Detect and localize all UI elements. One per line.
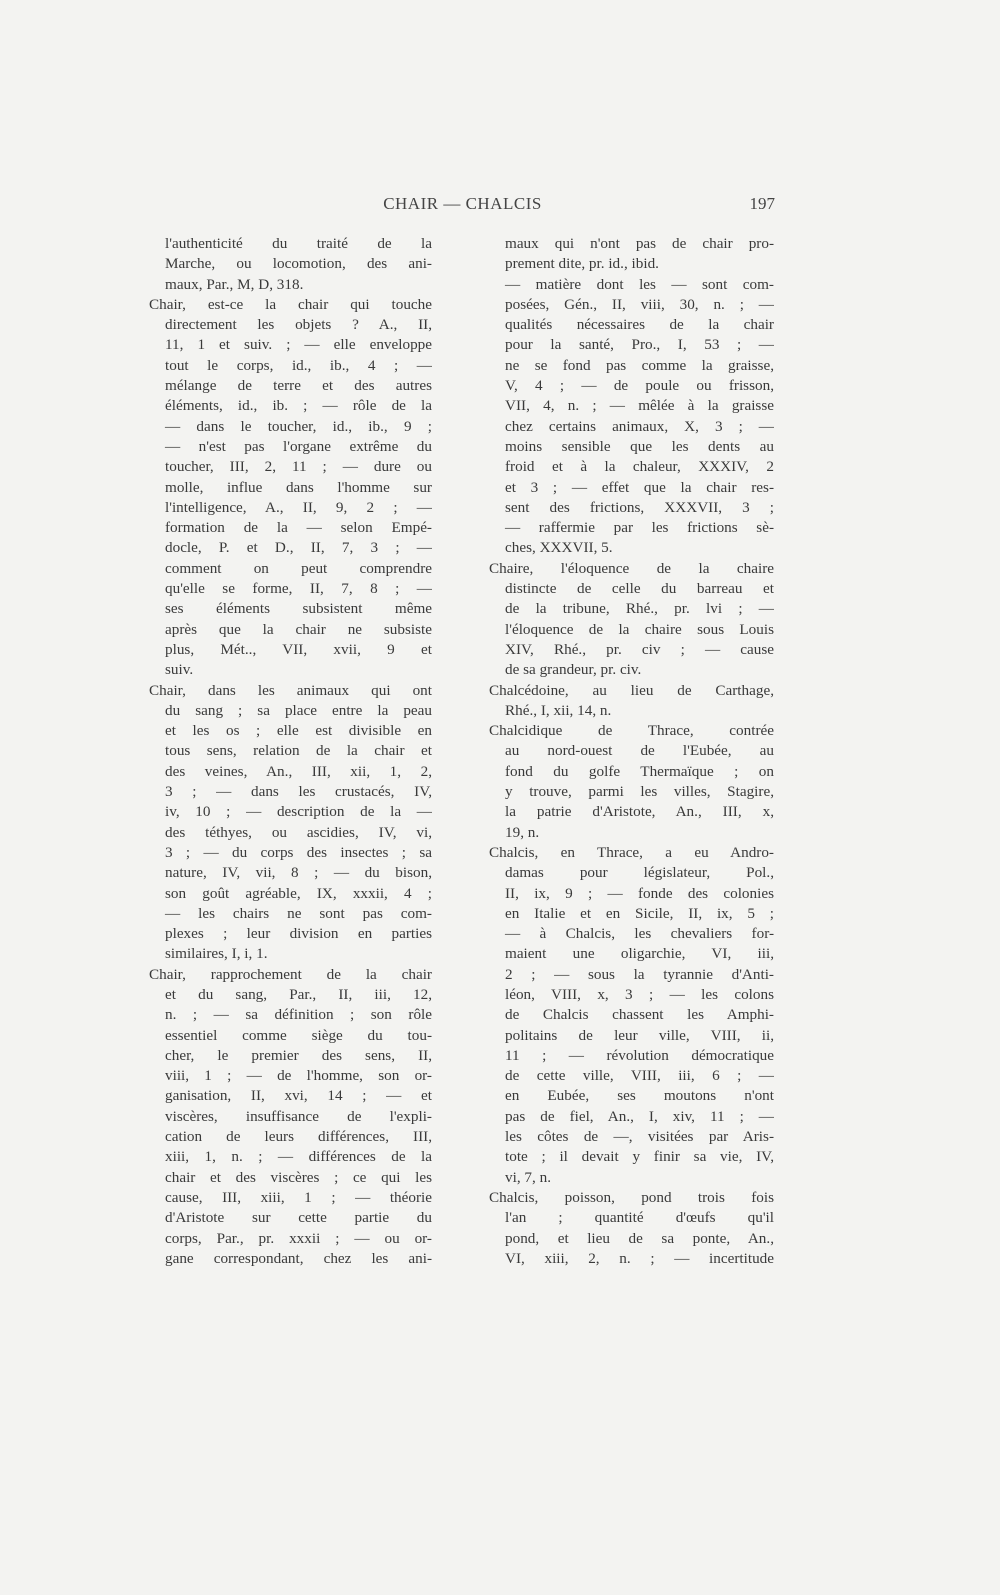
text-line: les côtes de —, visitées par Aris- xyxy=(505,1128,774,1146)
text-line: l'intelligence, A., II, 9, 2 ; — xyxy=(165,498,432,516)
text-line: xiii, 1, n. ; — différences de la xyxy=(165,1148,432,1166)
left-column xyxy=(149,234,432,1269)
text-line: tout le corps, id., ib., 4 ; — xyxy=(165,356,432,374)
text-line: Chair, rapprochement de la chair xyxy=(149,965,432,983)
text-line: V, 4 ; — de poule ou frisson, xyxy=(505,377,774,395)
text-line: en Eubée, ses moutons n'ont xyxy=(505,1087,774,1105)
text-line: et 3 ; — effet que la chair res- xyxy=(505,478,774,496)
text-line: Chalcidique de Thrace, contrée xyxy=(489,722,774,740)
text-line: fond du golfe Thermaïque ; on xyxy=(505,762,774,780)
text-line: — n'est pas l'organe extrême du xyxy=(165,437,432,455)
text-line: cation de leurs différences, III, xyxy=(165,1128,432,1146)
text-line: léon, VIII, x, 3 ; — les colons xyxy=(505,985,774,1003)
text-line: comment on peut comprendre xyxy=(165,559,432,577)
text-line: chair et des viscères ; ce qui les xyxy=(165,1168,432,1186)
text-line: maux qui n'ont pas de chair pro- xyxy=(505,235,774,252)
text-line: pond, et lieu de sa ponte, An., xyxy=(505,1229,774,1247)
text-line: docle, P. et D., II, 7, 3 ; — xyxy=(165,539,432,557)
text-line: y trouve, parmi les villes, Stagire, xyxy=(505,783,774,801)
text-line: des veines, An., III, xii, 1, 2, xyxy=(165,762,432,780)
text-line: posées, Gén., II, viii, 30, n. ; — xyxy=(505,295,774,313)
text-line: mélange de terre et des autres xyxy=(165,377,432,395)
text-line: Chalcis, en Thrace, a eu Andro- xyxy=(489,843,774,861)
text-line: Rhé., I, xii, 14, n. xyxy=(505,701,612,719)
text-line: d'Aristote sur cette partie du xyxy=(165,1209,432,1227)
text-line: ne se fond pas comme la graisse, xyxy=(505,356,774,374)
text-line: pour la santé, Pro., I, 53 ; — xyxy=(505,336,774,354)
text-line: — les chairs ne sont pas com- xyxy=(165,904,432,922)
text-line: directement les objets ? A., II, xyxy=(165,316,432,334)
text-line: de sa grandeur, pr. civ. xyxy=(505,661,642,679)
text-line: cause, III, xiii, 1 ; — théorie xyxy=(165,1188,432,1206)
text-line: — matière dont les — sont com- xyxy=(505,275,774,293)
text-line: Chalcédoine, au lieu de Carthage, xyxy=(489,681,774,699)
text-line: qu'elle se forme, II, 7, 8 ; — xyxy=(165,580,432,598)
text-line: Marche, ou locomotion, des ani- xyxy=(165,255,432,273)
text-line: et les os ; elle est divisible en xyxy=(165,722,432,740)
page-header xyxy=(150,190,775,220)
text-line: toucher, III, 2, 11 ; — dure ou xyxy=(165,458,432,476)
text-line: similaires, I, i, 1. xyxy=(165,945,268,963)
text-line: ganisation, II, xvi, 14 ; — et xyxy=(165,1087,432,1105)
text-line: prement dite, pr. id., ibid. xyxy=(505,255,659,273)
text-line: 11, 1 et suiv. ; — elle enveloppe xyxy=(165,336,432,354)
text-line: son goût agréable, IX, xxxii, 4 ; xyxy=(165,884,432,902)
text-line: froid et à la chaleur, XXXIV, 2 xyxy=(505,458,774,476)
text-line: vi, 7, n. xyxy=(505,1168,551,1186)
text-line: politains de leur ville, VIII, ii, xyxy=(505,1026,774,1044)
text-line: — raffermie par les frictions sè- xyxy=(505,519,774,537)
text-line: nature, IV, vii, 8 ; — du bison, xyxy=(165,864,432,882)
text-line: l'authenticité du traité de la xyxy=(165,235,432,252)
text-line: ches, XXXVII, 5. xyxy=(505,539,613,557)
text-line: sent des frictions, XXXVII, 3 ; xyxy=(505,498,774,516)
text-line: Chalcis, poisson, pond trois fois xyxy=(489,1188,774,1206)
text-line: — à Chalcis, les chevaliers for- xyxy=(505,925,774,943)
text-line: de la tribune, Rhé., pr. lvi ; — xyxy=(505,600,774,618)
text-line: l'éloquence de la chaire sous Louis xyxy=(505,620,774,638)
text-line: ses éléments subsistent même xyxy=(165,600,432,618)
text-line: l'an ; quantité d'œufs qu'il xyxy=(505,1209,774,1227)
text-line: la patrie d'Aristote, An., III, x, xyxy=(505,803,774,821)
text-line: distincte de celle du barreau et xyxy=(505,580,774,598)
text-line: 11 ; — révolution démocratique xyxy=(505,1046,774,1064)
text-line: chez certains animaux, X, 3 ; — xyxy=(505,417,774,435)
text-line: viii, 1 ; — de l'homme, son or- xyxy=(165,1067,432,1085)
running-title: CHAIR — CHALCIS xyxy=(383,194,542,213)
right-column xyxy=(489,234,774,1269)
text-line: formation de la — selon Empé- xyxy=(165,519,432,537)
text-line: tote ; il devait y finir sa vie, IV, xyxy=(505,1148,774,1166)
text-line: damas pour législateur, Pol., xyxy=(505,864,774,882)
text-line: 19, n. xyxy=(505,823,540,841)
text-line: maient une oligarchie, VI, iii, xyxy=(505,945,774,963)
text-line: Chair, est-ce la chair qui touche xyxy=(149,295,432,313)
text-line: suiv. xyxy=(165,661,194,679)
text-line: 3 ; — du corps des insectes ; sa xyxy=(165,843,432,861)
text-line: molle, influe dans l'homme sur xyxy=(165,478,432,496)
text-line: maux, Par., M, D, 318. xyxy=(165,275,304,293)
text-line: essentiel comme siège du tou- xyxy=(165,1026,432,1044)
text-line: corps, Par., pr. xxxii ; — ou or- xyxy=(165,1229,432,1247)
text-line: Chaire, l'éloquence de la chaire xyxy=(489,559,774,577)
text-line: 2 ; — sous la tyrannie d'Anti- xyxy=(505,965,774,983)
text-line: iv, 10 ; — description de la — xyxy=(165,803,432,821)
text-line: après que la chair ne subsiste xyxy=(165,620,432,638)
page-number: 197 xyxy=(749,194,775,213)
text-line: éléments, id., ib. ; — rôle de la xyxy=(165,397,432,415)
text-line: au nord-ouest de l'Eubée, au xyxy=(505,742,774,760)
text-line: — dans le toucher, id., ib., 9 ; xyxy=(165,417,432,435)
text-line: gane correspondant, chez les ani- xyxy=(165,1249,432,1267)
text-line: tous sens, relation de la chair et xyxy=(165,742,432,760)
text-line: du sang ; sa place entre la peau xyxy=(165,701,432,719)
text-line: en Italie et en Sicile, II, ix, 5 ; xyxy=(505,904,774,922)
text-line: XIV, Rhé., pr. civ ; — cause xyxy=(505,640,774,658)
text-line: viscères, insuffisance de l'expli- xyxy=(165,1107,432,1125)
text-line: pas de fiel, An., I, xiv, 11 ; — xyxy=(505,1107,774,1125)
text-line: de cette ville, VIII, iii, 6 ; — xyxy=(505,1067,774,1085)
text-line: qualités nécessaires de la chair xyxy=(505,316,774,334)
text-line: des téthyes, ou ascidies, IV, vi, xyxy=(165,823,432,841)
text-line: n. ; — sa définition ; son rôle xyxy=(165,1006,432,1024)
text-line: VII, 4, n. ; — mêlée à la graisse xyxy=(505,397,774,415)
text-line: de Chalcis chassent les Amphi- xyxy=(505,1006,774,1024)
text-line: Chair, dans les animaux qui ont xyxy=(149,681,432,699)
text-line: plexes ; leur division en parties xyxy=(165,925,432,943)
text-line: II, ix, 9 ; — fonde des colonies xyxy=(505,884,774,902)
text-line: 3 ; — dans les crustacés, IV, xyxy=(165,783,432,801)
text-line: plus, Mét.., VII, xvii, 9 et xyxy=(165,640,432,658)
text-line: cher, le premier des sens, II, xyxy=(165,1046,432,1064)
text-line: VI, xiii, 2, n. ; — incertitude xyxy=(505,1249,774,1267)
text-line: et du sang, Par., II, iii, 12, xyxy=(165,985,432,1003)
text-line: moins sensible que les dents au xyxy=(505,437,774,455)
